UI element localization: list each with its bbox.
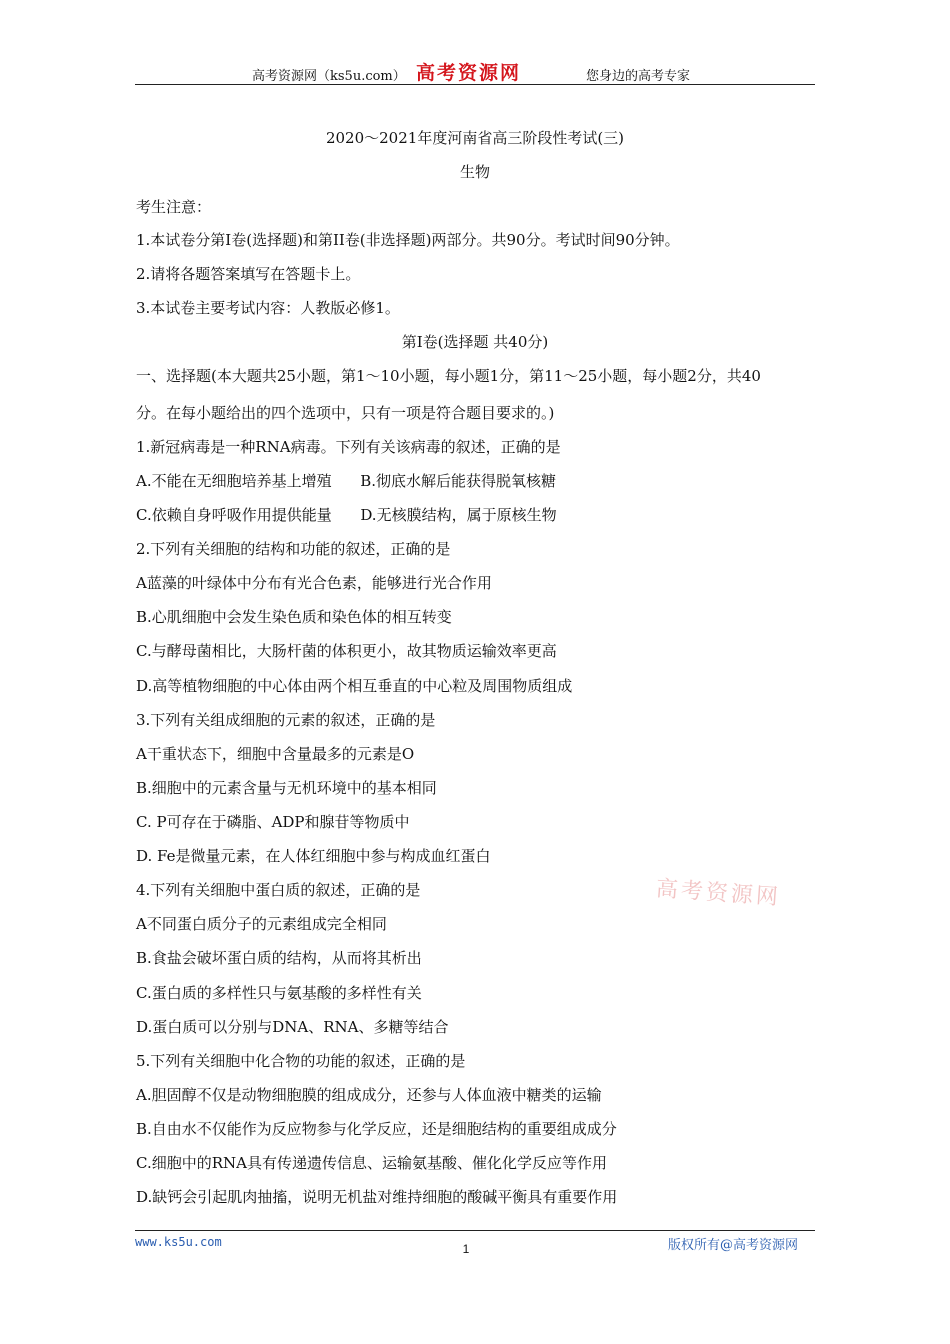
section-instructions: 分。在每小题给出的四个选项中，只有一项是符合题目要求的。)	[136, 404, 555, 422]
page-header	[135, 58, 815, 84]
question-option: D.缺钙会引起肌肉抽搐，说明无机盐对维持细胞的酸碱平衡具有重要作用	[136, 1188, 618, 1206]
question-option: A蓝藻的叶绿体中分布有光合色素，能够进行光合作用	[136, 574, 492, 592]
question-option: C.与酵母菌相比，大肠杆菌的体积更小，故其物质运输效率更高	[136, 642, 557, 660]
question-option: C.依赖自身呼吸作用提供能量 D.无核膜结构，属于原核生物	[136, 506, 557, 524]
header-slogan: 您身边的高考专家	[586, 69, 691, 84]
question-stem: 2.下列有关细胞的结构和功能的叙述，正确的是	[136, 540, 451, 558]
exam-title: 2020～2021年度河南省高三阶段性考试(三)	[325, 129, 625, 147]
question-option: A.不能在无细胞培养基上增殖 B.彻底水解后能获得脱氧核糖	[136, 472, 557, 490]
question-stem: 5.下列有关细胞中化合物的功能的叙述，正确的是	[136, 1052, 466, 1070]
notice-item: 2.请将各题答案填写在答题卡上。	[136, 265, 361, 283]
header-divider	[135, 84, 815, 85]
question-option: A不同蛋白质分子的元素组成完全相同	[136, 915, 387, 933]
notice-heading: 考生注意：	[136, 198, 212, 216]
question-option: B.自由水不仅能作为反应物参与化学反应，还是细胞结构的重要组成成分	[136, 1120, 617, 1138]
question-option: B.食盐会破坏蛋白质的结构，从而将其析出	[136, 949, 422, 967]
exam-subject: 生物	[459, 163, 490, 181]
question-option: D.高等植物细胞的中心体由两个相互垂直的中心粒及周围物质组成	[136, 677, 573, 695]
question-stem: 1.新冠病毒是一种RNA病毒。下列有关该病毒的叙述，正确的是	[136, 438, 561, 456]
question-option: B.细胞中的元素含量与无机环境中的基本相同	[136, 779, 437, 797]
question-option: C.细胞中的RNA具有传递遗传信息、运输氨基酸、催化化学反应等作用	[136, 1154, 607, 1172]
question-option: B.心肌细胞中会发生染色质和染色体的相互转变	[136, 608, 452, 626]
question-option: D. Fe是微量元素，在人体红细胞中参与构成血红蛋白	[136, 847, 491, 865]
header-logo: 高考资源网	[416, 62, 522, 84]
page-number: 1	[462, 1242, 470, 1256]
notice-item: 1.本试卷分第I卷(选择题)和第II卷(非选择题)两部分。共90分。考试时间90分钟。	[136, 231, 680, 249]
footer-copyright: 版权所有@高考资源网	[668, 1238, 799, 1253]
question-option: D.蛋白质可以分别与DNA、RNA、多糖等结合	[136, 1018, 449, 1036]
question-option: C.蛋白质的多样性只与氨基酸的多样性有关	[136, 984, 422, 1002]
question-stem: 3.下列有关组成细胞的元素的叙述，正确的是	[136, 711, 436, 729]
footer-divider	[135, 1230, 815, 1231]
header-site-name: 高考资源网（ks5u.com）	[252, 69, 406, 84]
watermark: 高考资源网	[655, 876, 782, 911]
notice-item: 3.本试卷主要考试内容：人教版必修1。	[136, 299, 400, 317]
question-option: A干重状态下，细胞中含量最多的元素是O	[136, 745, 415, 763]
question-option: C. P可存在于磷脂、ADP和腺苷等物质中	[136, 813, 410, 831]
footer-website-link[interactable]: www.ks5u.com	[135, 1235, 222, 1249]
section-title: 第I卷(选择题 共40分)	[401, 333, 549, 351]
section-instructions: 一、选择题(本大题共25小题，第1～10小题，每小题1分，第11～25小题，每小题2分，共40	[136, 367, 761, 385]
question-option: A.胆固醇不仅是动物细胞膜的组成成分，还参与人体血液中糖类的运输	[136, 1086, 602, 1104]
question-stem: 4.下列有关细胞中蛋白质的叙述，正确的是	[136, 881, 421, 899]
